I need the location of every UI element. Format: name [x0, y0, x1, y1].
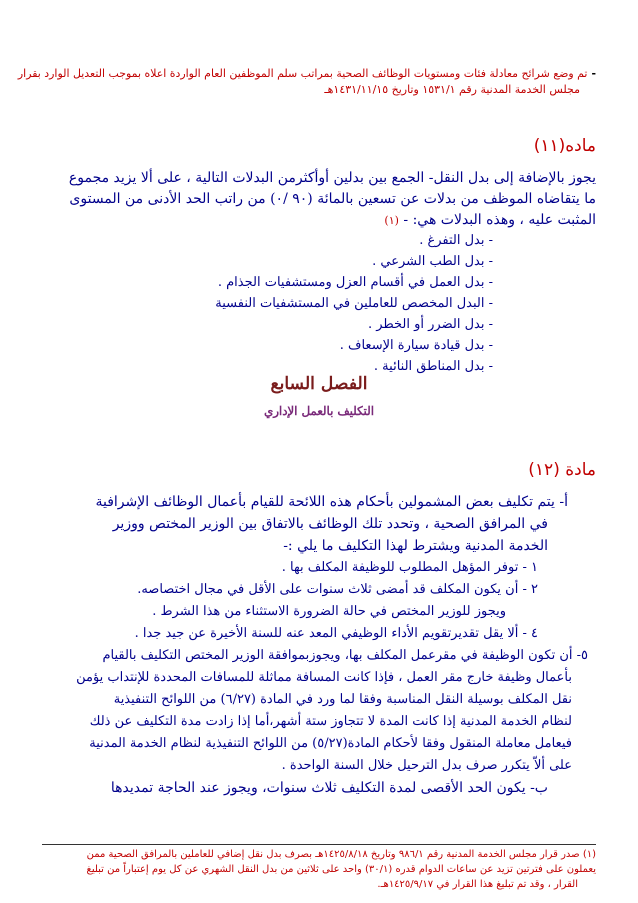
chapter-title: الفصل السابع	[270, 374, 368, 394]
condition-2: ٢ - أن يكون المكلف قد أمضى ثلاث سنوات على الأقل في مجال اختصاصه.	[137, 582, 538, 597]
condition-5-line-3: نقل المكلف بوسيلة النقل المناسبة وفقا لما ورد في المادة (٦/٢٧) من اللوائح التنفيذية	[113, 692, 572, 707]
condition-5-line-2: بأعمال وظيفة خارج مقر العمل ، فإذا كانت المسافة مماثلة للمسافات المحددة للإنتداب يؤمن	[76, 670, 572, 685]
article-11-line-1: يجوز بالإضافة إلى بدل النقل- الجمع بين بدلين أوأكثرمن البدلات التالية ، على ألا يزيد مجموع	[68, 170, 596, 186]
header-note-line-1	[18, 66, 596, 82]
footnote-ref-1: (١)	[384, 214, 399, 227]
footnote-line-3: القرار ، وقد تم تبليغ هذا القرار في ١٤٢٥/٩/١٧هـ.	[377, 879, 578, 890]
footnote-line-1: (١) صدر قرار مجلس الخدمة المدنية رقم ٩٨٦/١ وتاريخ ١٤٢٥/٨/١٨هـ بصرف بدل نقل إضافي للعاملين بالمرافق الصحية ممن	[86, 849, 596, 860]
condition-5-line-4: لنظام الخدمة المدنية إذا كانت المدة لا تتجاوز ستة أشهر،أما إذا زادت مدة التكليف عن ذلك	[89, 714, 572, 729]
allowance-item-1: - بدل التفرغ .	[419, 233, 493, 248]
article-12-line-2: في المرافق الصحية ، وتحدد تلك الوظائف بالاتفاق بين الوزير المختص ووزير	[112, 516, 548, 532]
article-12-line-3: الخدمة المدنية ويشترط لهذا التكليف ما يلي :-	[283, 538, 548, 554]
footnote-separator	[42, 844, 596, 845]
header-note-line-2: مجلس الخدمة المدنية رقم ١٥٣١/١ وتاريخ ١٤٣١/١١/١٥هـ	[324, 83, 580, 96]
footnote-line-2: يعملون على فترتين تزيد عن ساعات الدوام قدره (٣٠/١) واحد على ثلاثين من بدل النقل الشهري عن كل يوم إعتباراً من تبليغ	[86, 864, 596, 875]
header-note-text-1: تم وضع شرائح معادلة فئات ومستويات الوظائف الصحية بمراتب سلم الموظفين العام الواردة اعلاه بموجب التعديل الوارد بقرار	[17, 67, 588, 80]
article-12-line-1: أ- يتم تكليف بعض المشمولين بأحكام هذه اللائحة للقيام بأعمال الوظائف الإشرافية	[95, 494, 568, 510]
condition-1: ١ - توفر المؤهل المطلوب للوظيفة المكلف بها .	[281, 560, 538, 575]
allowance-item-7: - بدل المناطق النائية .	[373, 359, 493, 374]
article-11-line-3	[384, 210, 596, 231]
allowance-item-2: - بدل الطب الشرعي .	[372, 254, 493, 269]
article-11-line-2: ما يتقاضاه الموظف من بدلات عن تسعين بالمائة (٩٠ /٠) من راتب الحد الأدنى من المستوى	[69, 191, 596, 207]
condition-2-exception: ويجوز للوزير المختص في حالة الضرورة الاستثناء من هذا الشرط .	[152, 604, 506, 619]
article-11-line-3-text: المثبت عليه ، وهذه البدلات هي: -	[403, 212, 596, 228]
allowance-item-6: - بدل قيادة سيارة الإسعاف .	[339, 338, 493, 353]
chapter-subtitle: التكليف بالعمل الإداري	[264, 404, 374, 418]
article-11-title: ماده(١١)	[533, 136, 596, 156]
allowance-item-3: - بدل العمل في أقسام العزل ومستشفيات الجذام .	[217, 275, 493, 290]
condition-4: ٤ - ألا يقل تقديرتقويم الأداء الوظيفي المعد عنه للسنة الأخيرة عن جيد جدا .	[134, 626, 538, 641]
condition-5-line-5: فيعامل معاملة المنقول وفقا لأحكام المادة(٥/٢٧) من اللوائح التنفيذية لنظام الخدمة المدنية	[89, 736, 572, 751]
condition-5-line-6: على ألاّ يتكرر صرف بدل الترحيل خلال السنة الواحدة .	[281, 758, 572, 773]
allowance-item-4: - البدل المخصص للعاملين في المستشفيات النفسية	[215, 296, 493, 311]
condition-5-line-1: ٥- أن تكون الوظيفة في مقرعمل المكلف بها، ويجوزبموافقة الوزير المختص التكليف بالقيام	[102, 648, 588, 663]
allowance-item-5: - بدل الضرر أو الخطر .	[367, 317, 493, 332]
note-dash: -	[591, 67, 596, 80]
article-12-clause-b: ب- يكون الحد الأقصى لمدة التكليف ثلاث سنوات، ويجوز عند الحاجة تمديدها	[110, 780, 548, 796]
article-12-title: مادة (١٢)	[528, 460, 596, 480]
